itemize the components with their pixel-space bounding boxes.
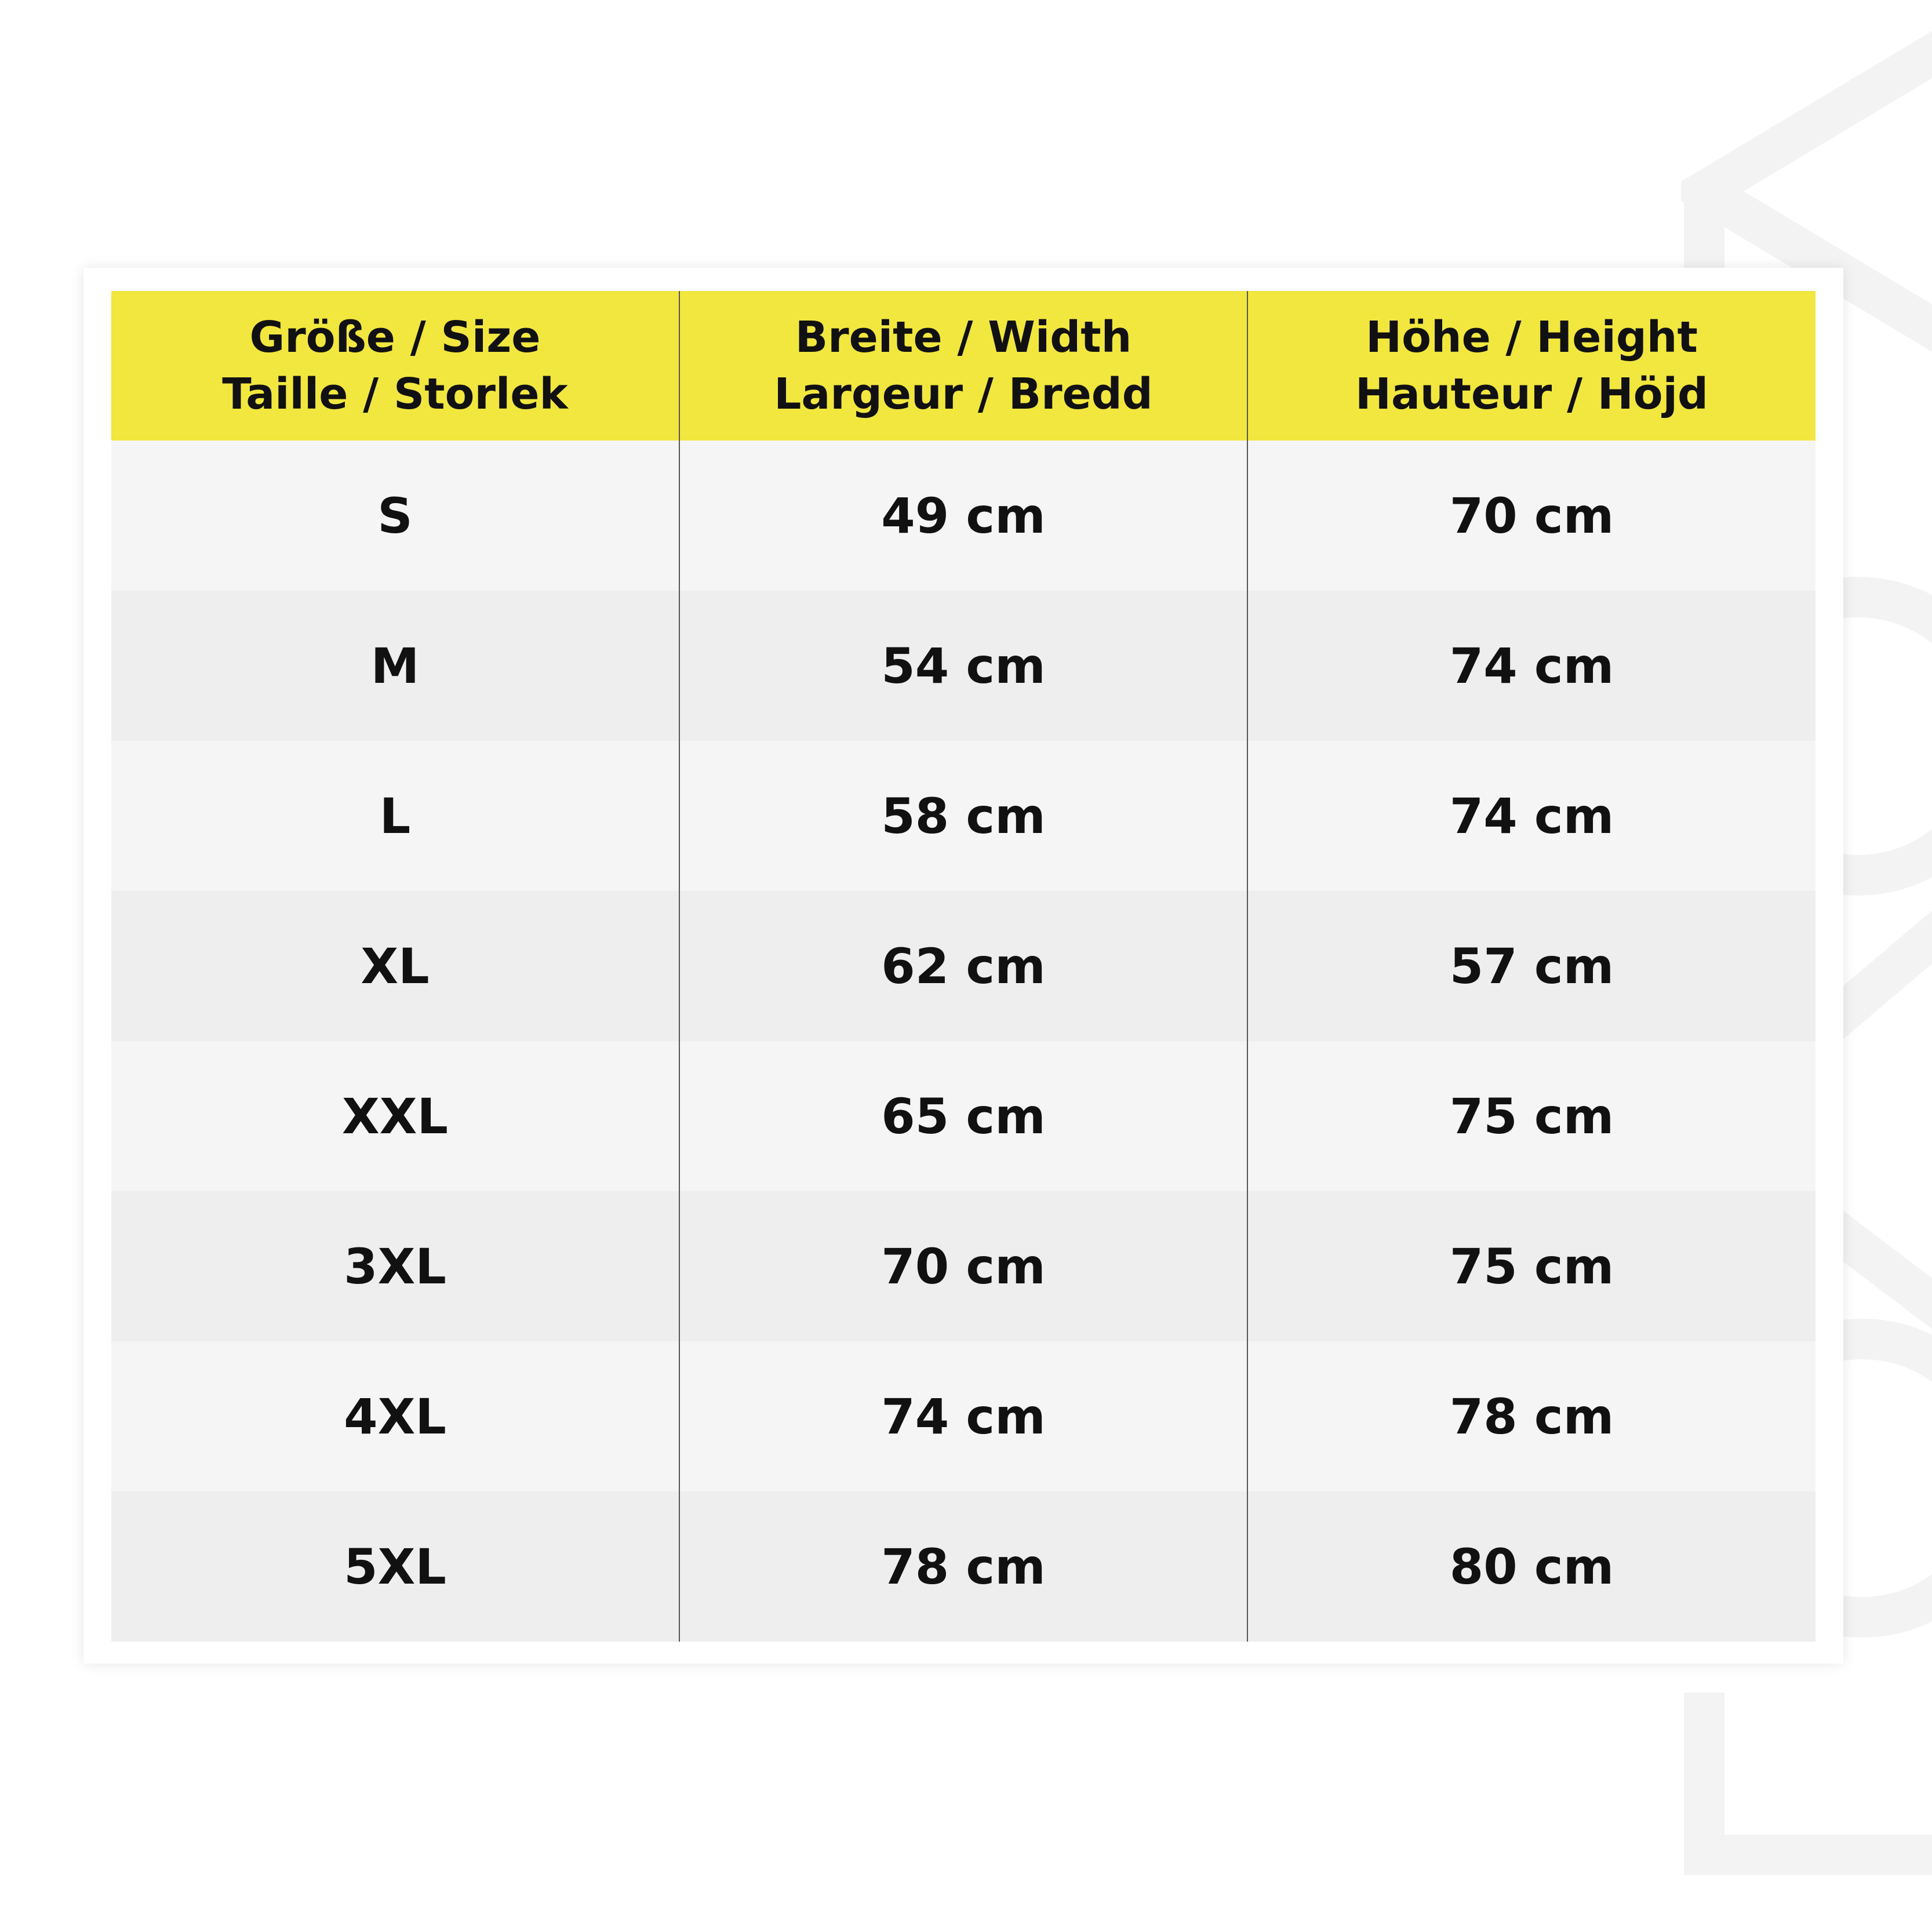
table-row (111, 1191, 1815, 1341)
size-cell: 3XL (111, 1191, 679, 1341)
table-row (111, 1491, 1815, 1642)
size-cell: XXL (111, 1041, 679, 1191)
height-cell: 75 cm (1247, 1191, 1815, 1341)
size-cell: L (111, 741, 679, 891)
size-cell: S (111, 441, 679, 591)
header-height (1247, 291, 1815, 441)
header-width (679, 291, 1247, 441)
height-cell: 74 cm (1247, 741, 1815, 891)
header-size (111, 291, 679, 441)
width-cell: 62 cm (679, 891, 1247, 1041)
table-row (111, 741, 1815, 891)
header-size-line2: Taille / Storlek (222, 369, 568, 419)
width-cell: 70 cm (679, 1191, 1247, 1341)
header-size-line1: Größe / Size (249, 312, 541, 362)
size-cell: XL (111, 891, 679, 1041)
size-cell: 5XL (111, 1491, 679, 1642)
width-cell: 54 cm (679, 591, 1247, 741)
width-cell: 49 cm (679, 441, 1247, 591)
size-chart-card (83, 268, 1843, 1664)
header-height-line1: Höhe / Height (1366, 312, 1698, 362)
height-cell: 74 cm (1247, 591, 1815, 741)
height-cell: 80 cm (1247, 1491, 1815, 1642)
height-cell: 75 cm (1247, 1041, 1815, 1191)
width-cell: 74 cm (679, 1341, 1247, 1491)
size-table (111, 291, 1815, 1642)
header-width-line2: Largeur / Bredd (774, 369, 1153, 419)
table-row (111, 441, 1815, 591)
height-cell: 70 cm (1247, 441, 1815, 591)
header-width-line1: Breite / Width (795, 312, 1132, 362)
table-row (111, 891, 1815, 1041)
header-height-line2: Hauteur / Höjd (1355, 369, 1708, 419)
table-row (111, 591, 1815, 741)
size-cell: M (111, 591, 679, 741)
height-cell: 78 cm (1247, 1341, 1815, 1491)
width-cell: 65 cm (679, 1041, 1247, 1191)
width-cell: 78 cm (679, 1491, 1247, 1642)
height-cell: 57 cm (1247, 891, 1815, 1041)
size-cell: 4XL (111, 1341, 679, 1491)
table-row (111, 1341, 1815, 1491)
width-cell: 58 cm (679, 741, 1247, 891)
table-row (111, 1041, 1815, 1191)
header-row (111, 291, 1815, 441)
